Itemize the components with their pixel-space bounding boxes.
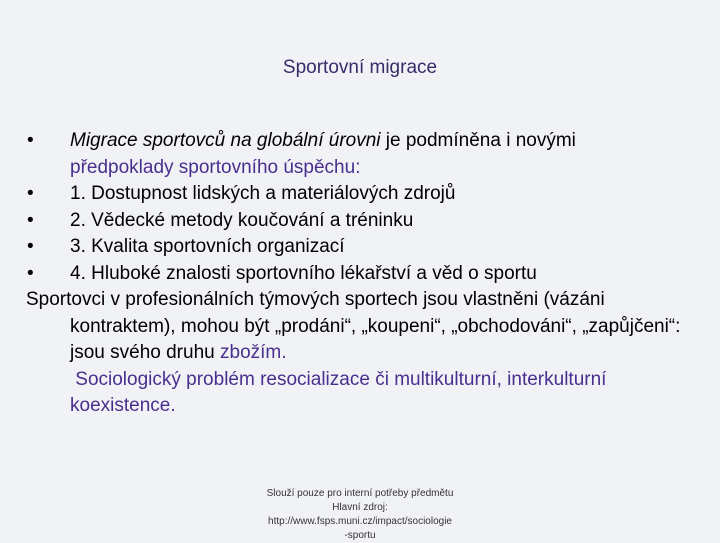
slide-body	[24, 128, 704, 420]
bullet-italic-text: Migrace sportovců na globální úrovni	[70, 130, 381, 151]
bullet-item	[24, 208, 704, 235]
paragraph-accent-text: zbožím.	[220, 342, 287, 363]
bullet-glyph: •	[27, 183, 34, 204]
footer-note	[220, 487, 500, 543]
bullet-item	[24, 181, 704, 208]
footer-line: Slouží pouze pro interní potřeby předmětu	[266, 488, 454, 499]
paragraph-text: Sportovci v profesionálních týmových sportech jsou vlastněni (vázáni kontraktem), mohou být „prodáni“, „koupeni“, „obchodováni“, „zapůjčeni“: jsou svého druhu	[26, 289, 681, 363]
bullet-accent-text: předpoklady sportovního úspěchu:	[70, 156, 361, 178]
bullet-text: 1. Dostupnost lidských a materiálových zdrojů	[70, 183, 456, 204]
paragraph	[24, 287, 704, 367]
bullet-text: 4. Hluboké znalosti sportovního lékařství a věd o sportu	[70, 262, 537, 284]
bullet-text: 3. Kvalita sportovních organizací	[70, 236, 345, 257]
bullet-glyph: •	[27, 236, 34, 257]
bullet-item	[24, 261, 704, 288]
bullet-glyph: •	[27, 130, 34, 151]
bullet-glyph: •	[27, 209, 34, 231]
slide-title: Sportovní migrace	[282, 57, 438, 78]
footer-link: http://www.fsps.muni.cz/impact/sociologie	[268, 516, 452, 527]
footer-line: -sportu	[344, 530, 376, 541]
bullet-glyph: •	[27, 262, 34, 284]
bullet-text: 2. Vědecké metody koučování a tréninku	[70, 209, 414, 231]
paragraph-sociological	[24, 367, 704, 420]
paragraph2-text: Sociologický problém resocializace či multikulturní, interkulturní koexistence.	[70, 368, 607, 416]
bullet-item	[24, 234, 704, 261]
bullet-item	[24, 128, 704, 181]
bullet-text: je podmíněna i novými	[380, 130, 576, 151]
footer-line: Hlavní zdroj:	[332, 502, 388, 513]
